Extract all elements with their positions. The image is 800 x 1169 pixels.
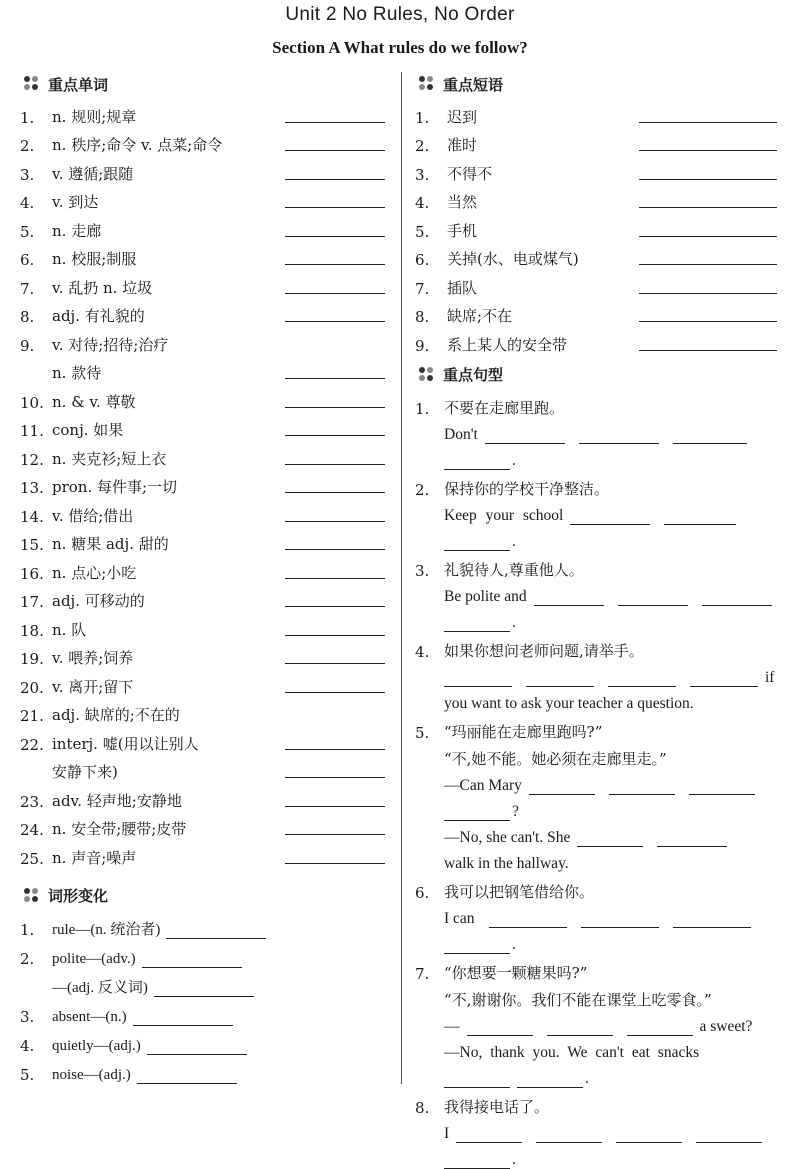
- answer-blank[interactable]: [581, 913, 659, 928]
- vocab-row: 4. v. 到达: [20, 184, 385, 213]
- answer-blank[interactable]: [690, 672, 758, 687]
- section-bullet-icon: [419, 367, 435, 383]
- answer-blank[interactable]: [285, 446, 385, 465]
- word-form-row: 3. absent—(n.): [20, 997, 385, 1026]
- answer-blank[interactable]: [444, 617, 510, 632]
- word-form-row: 4. quietly—(adj.): [20, 1026, 385, 1055]
- vocab-row: [20, 355, 385, 384]
- phrase-text: 手机: [447, 221, 478, 240]
- vocab-row: 13. pron. 每件事;一切: [20, 469, 385, 498]
- word-forms-list: [20, 910, 385, 1084]
- sentences-heading: 重点句型: [415, 361, 777, 389]
- vocab-row: 11. conj. 如果: [20, 412, 385, 441]
- vocab-row: 18. n. 队: [20, 611, 385, 640]
- answer-blank[interactable]: [285, 560, 385, 579]
- answer-blank[interactable]: [285, 275, 385, 294]
- answer-blank[interactable]: [285, 845, 385, 864]
- vocab-definition: n. 队: [52, 620, 87, 639]
- answer-blank[interactable]: [536, 1128, 602, 1143]
- phrase-row: 8. 缺席;不在: [415, 298, 777, 327]
- word-form-prompt: absent—(n.): [52, 1008, 127, 1025]
- vocab-row: 23. adv. 轻声地;安静地: [20, 782, 385, 811]
- answer-blank[interactable]: [485, 429, 565, 444]
- section-title: Section A What rules do we follow?: [272, 38, 528, 57]
- vocab-row: 24. n. 安全带;腰带;皮带: [20, 811, 385, 840]
- vocab-definition: n. 款待: [52, 364, 102, 382]
- vocab-definition: v. 到达: [52, 193, 99, 211]
- phrase-row: 7. 插队: [415, 269, 777, 298]
- answer-blank[interactable]: [467, 1021, 533, 1036]
- left-column: [20, 70, 385, 1084]
- answer-blank[interactable]: [616, 1128, 682, 1143]
- answer-blank[interactable]: [456, 1128, 522, 1143]
- vocab-definition: adv. 轻声地;安静地: [52, 791, 182, 810]
- vocab-row: 17. adj. 可移动的: [20, 583, 385, 612]
- word-form-row: 1. rule—(n. 统治者): [20, 910, 385, 939]
- phrase-row: 5. 手机: [415, 212, 777, 241]
- vocab-row: 25. n. 声音;噪声: [20, 839, 385, 868]
- answer-blank[interactable]: [137, 1067, 237, 1084]
- word-form-prompt: polite—(adv.): [52, 950, 136, 967]
- vocab-row: 6. n. 校服;制服: [20, 241, 385, 270]
- section-bullet-icon: [419, 76, 435, 92]
- phrase-text: 不得不: [447, 164, 493, 183]
- answer-blank[interactable]: [285, 617, 385, 636]
- vocab-row: [20, 754, 385, 783]
- vocab-definition: n. 安全带;腰带;皮带: [52, 820, 187, 838]
- answer-blank[interactable]: [285, 189, 385, 208]
- vocab-row: 2. n. 秩序;命令 v. 点菜;命令: [20, 127, 385, 156]
- vocab-row: 14. v. 借给;借出: [20, 497, 385, 526]
- answer-blank[interactable]: [673, 913, 751, 928]
- section-bullet-icon: [24, 76, 40, 92]
- answer-blank[interactable]: [579, 429, 659, 444]
- vocab-row: 20. v. 离开;留下: [20, 668, 385, 697]
- vocab-definition: v. 乱扔 n. 垃圾: [52, 278, 153, 297]
- sentence-2: 2. 保持你的学校干净整洁。 Keep your school .: [415, 472, 777, 551]
- phrase-text: 关掉(水、电或煤气): [447, 250, 579, 268]
- vocab-definition: adj. 可移动的: [52, 592, 145, 610]
- answer-blank[interactable]: [529, 780, 595, 795]
- word-form-prompt: —(adj. 反义词): [52, 979, 148, 996]
- sentence-7: 7. “你想要一颗糖果吗?” “不,谢谢你。我们不能在课堂上吃零食。” — a sweet? —No, thank you. We can't eat snacks .: [415, 963, 753, 1087]
- sentence-5: 5. “玛丽能在走廊里跑吗?” “不,她不能。她必须在走廊里走。” —Can Mary ? —No, she can't. She walk in the hallway.: [415, 715, 777, 873]
- word-form-prompt: rule—(n. 统治者): [52, 921, 161, 938]
- vocab-row: 3. v. 遵循;跟随: [20, 155, 385, 184]
- right-column: [415, 70, 777, 1169]
- sentence-8: 8. 我得接电话了。 I .: [415, 1090, 777, 1169]
- sentence-1: 1. 不要在走廊里跑。 Don't .: [415, 391, 777, 470]
- answer-blank[interactable]: [444, 939, 510, 954]
- answer-blank[interactable]: [609, 780, 675, 795]
- vocab-row: 19. v. 喂养;饲养: [20, 640, 385, 669]
- answer-blank[interactable]: [154, 980, 254, 997]
- word-form-row: 2. polite—(adv.): [20, 939, 385, 968]
- vocab-definition: v. 遵循;跟随: [52, 164, 134, 183]
- phrase-row: 9. 系上某人的安全带: [415, 326, 777, 355]
- phrase-text: 缺席;不在: [447, 307, 513, 325]
- answer-blank[interactable]: [577, 832, 643, 847]
- vocab-list: [20, 98, 385, 868]
- vocab-definition: n. 秩序;命令 v. 点菜;命令: [52, 136, 223, 154]
- vocab-row: 16. n. 点心;小吃: [20, 554, 385, 583]
- vocab-definition: n. 声音;噪声: [52, 848, 137, 867]
- answer-blank[interactable]: [664, 510, 736, 525]
- answer-blank[interactable]: [285, 303, 385, 322]
- answer-blank[interactable]: [608, 672, 676, 687]
- answer-blank[interactable]: [142, 951, 242, 968]
- word-form-row: 5. noise—(adj.): [20, 1055, 385, 1084]
- vocab-row: 1. n. 规则;规章: [20, 98, 385, 127]
- answer-blank[interactable]: [534, 591, 604, 606]
- answer-blank[interactable]: [285, 645, 385, 664]
- vocab-row: 7. v. 乱扔 n. 垃圾: [20, 269, 385, 298]
- answer-blank[interactable]: [627, 1021, 693, 1036]
- phrase-text: 迟到: [447, 107, 478, 126]
- phrase-row: 3. 不得不: [415, 155, 777, 184]
- word-form-prompt: quietly—(adj.): [52, 1037, 141, 1054]
- answer-blank[interactable]: [444, 1073, 510, 1088]
- word-form-prompt: noise—(adj.): [52, 1066, 131, 1083]
- vocab-row: 5. n. 走廊: [20, 212, 385, 241]
- answer-blank[interactable]: [639, 189, 777, 208]
- answer-blank[interactable]: [285, 104, 385, 123]
- answer-blank[interactable]: [639, 246, 777, 265]
- answer-blank[interactable]: [285, 218, 385, 237]
- vocab-definition: pron. 每件事;一切: [52, 478, 178, 496]
- answer-blank[interactable]: [702, 591, 772, 606]
- answer-blank[interactable]: [444, 672, 512, 687]
- vocab-definition: interj. 嘘(用以让别人: [52, 734, 199, 753]
- vocab-definition: 安静下来): [52, 763, 118, 781]
- answer-blank[interactable]: [639, 332, 777, 351]
- sentence-4: 4. 如果你想问老师问题,请举手。 if you want to ask your teacher a question.: [415, 641, 775, 712]
- answer-blank[interactable]: [147, 1038, 247, 1055]
- vocab-row: 9. v. 对待;招待;治疗: [20, 326, 385, 355]
- vocab-definition: v. 喂养;饲养: [52, 649, 134, 667]
- phrase-row: 2. 准时: [415, 127, 777, 156]
- answer-blank[interactable]: [285, 246, 385, 265]
- vocab-definition: n. 点心;小吃: [52, 563, 137, 582]
- answer-blank[interactable]: [689, 780, 755, 795]
- answer-blank[interactable]: [285, 816, 385, 835]
- answer-blank[interactable]: [285, 531, 385, 550]
- answer-blank[interactable]: [285, 731, 385, 750]
- answer-blank[interactable]: [570, 510, 650, 525]
- answer-blank[interactable]: [133, 1009, 233, 1026]
- vocab-row: 12. n. 夹克衫;短上衣: [20, 440, 385, 469]
- phrases-heading: 重点短语: [415, 70, 777, 98]
- answer-blank[interactable]: [285, 503, 385, 522]
- answer-blank[interactable]: [285, 474, 385, 493]
- answer-blank[interactable]: [618, 591, 688, 606]
- answer-blank[interactable]: [657, 832, 727, 847]
- vocab-definition: n. 规则;规章: [52, 107, 137, 126]
- vocab-definition: conj. 如果: [52, 421, 124, 439]
- answer-blank[interactable]: [489, 913, 567, 928]
- unit-title: Unit 2 No Rules, No Order: [285, 4, 515, 25]
- answer-blank[interactable]: [696, 1128, 762, 1143]
- answer-blank[interactable]: [673, 429, 747, 444]
- answer-blank[interactable]: [444, 536, 510, 551]
- vocab-definition: v. 借给;借出: [52, 506, 134, 525]
- phrase-row: 6. 关掉(水、电或煤气): [415, 241, 777, 270]
- phrase-row: 1. 迟到: [415, 98, 777, 127]
- word-forms-heading: 词形变化: [20, 882, 385, 910]
- answer-blank[interactable]: [639, 161, 777, 180]
- vocab-row: 15. n. 糖果 adj. 甜的: [20, 526, 385, 555]
- vocab-definition: adj. 缺席的;不在的: [52, 706, 180, 724]
- answer-blank[interactable]: [285, 788, 385, 807]
- vocab-heading: 重点单词: [20, 70, 385, 98]
- answer-blank[interactable]: [285, 132, 385, 151]
- answer-blank[interactable]: [285, 674, 385, 693]
- vocab-definition: adj. 有礼貌的: [52, 307, 145, 325]
- vocab-definition: n. 校服;制服: [52, 250, 137, 268]
- vocab-row: 10. n. & v. 尊敬: [20, 383, 385, 412]
- column-divider: [401, 72, 402, 1084]
- answer-blank[interactable]: [285, 389, 385, 408]
- answer-blank[interactable]: [444, 1154, 510, 1169]
- answer-blank[interactable]: [444, 806, 510, 821]
- answer-blank[interactable]: [285, 759, 385, 778]
- answer-blank[interactable]: [526, 672, 594, 687]
- sentence-6: 6. 我可以把钢笔借给你。 I can .: [415, 875, 777, 954]
- vocab-definition: v. 离开;留下: [52, 677, 134, 696]
- answer-blank[interactable]: [639, 132, 777, 151]
- phrase-text: 系上某人的安全带: [447, 335, 568, 354]
- vocab-definition: v. 对待;招待;治疗: [52, 335, 169, 354]
- answer-blank[interactable]: [285, 161, 385, 180]
- answer-blank[interactable]: [166, 922, 266, 939]
- answer-blank[interactable]: [285, 417, 385, 436]
- answer-blank[interactable]: [285, 588, 385, 607]
- sentence-3: 3. 礼貌待人,尊重他人。 Be polite and .: [415, 553, 777, 632]
- vocab-row: 22. interj. 嘘(用以让别人: [20, 725, 385, 754]
- answer-blank[interactable]: [639, 303, 777, 322]
- answer-blank[interactable]: [547, 1021, 613, 1036]
- vocab-definition: n. 糖果 adj. 甜的: [52, 535, 169, 553]
- phrase-text: 当然: [447, 193, 478, 211]
- answer-blank[interactable]: [639, 275, 777, 294]
- phrases-list: [415, 98, 777, 355]
- vocab-definition: n. 夹克衫;短上衣: [52, 449, 167, 468]
- word-form-row: [20, 968, 385, 997]
- phrase-text: 插队: [447, 278, 478, 297]
- answer-blank[interactable]: [285, 360, 385, 379]
- answer-blank[interactable]: [444, 455, 510, 470]
- phrase-text: 准时: [447, 136, 478, 154]
- vocab-definition: n. 走廊: [52, 221, 102, 240]
- answer-blank[interactable]: [639, 218, 777, 237]
- vocab-definition: n. & v. 尊敬: [52, 392, 136, 411]
- phrase-row: 4. 当然: [415, 184, 777, 213]
- section-bullet-icon: [24, 888, 40, 904]
- vocab-row: 21. adj. 缺席的;不在的: [20, 697, 385, 726]
- answer-blank[interactable]: [517, 1073, 583, 1088]
- answer-blank[interactable]: [639, 104, 777, 123]
- vocab-row: 8. adj. 有礼貌的: [20, 298, 385, 327]
